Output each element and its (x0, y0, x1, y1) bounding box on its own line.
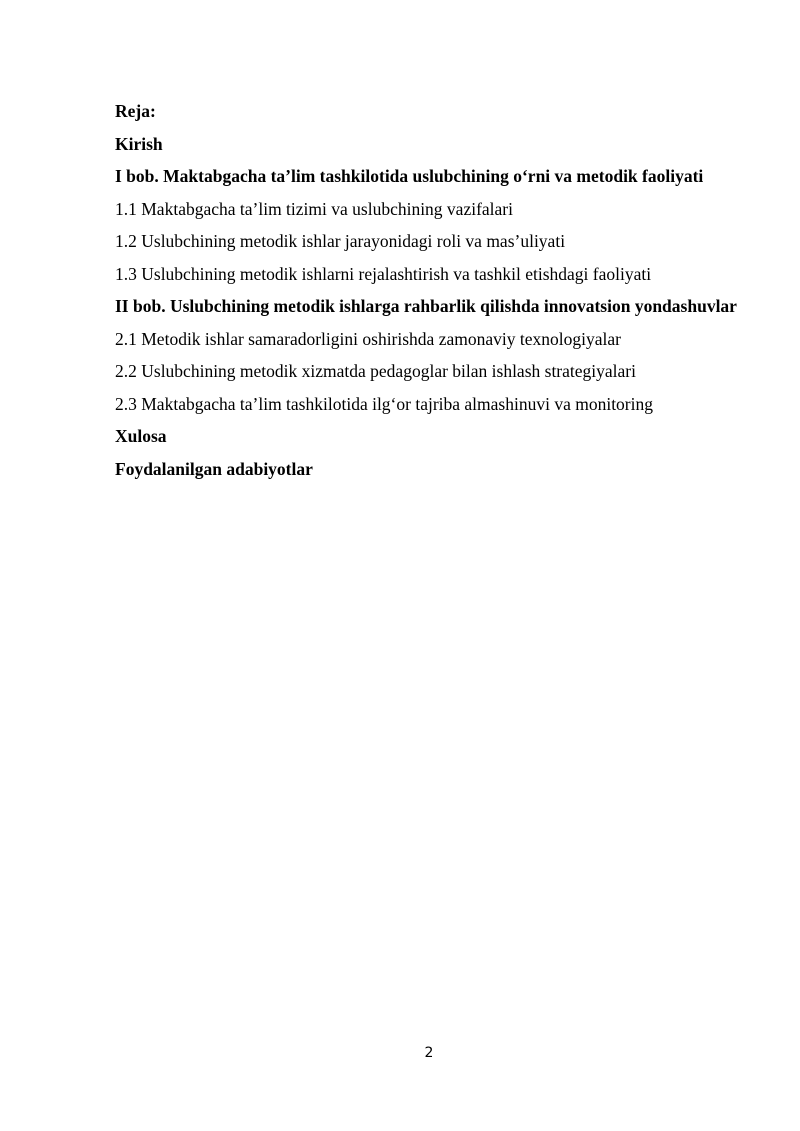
page-number: 2 (424, 1045, 434, 1061)
plan-heading: Reja: (115, 101, 156, 121)
toc-item-conclusion: Xulosa (115, 426, 167, 446)
toc-section-1-3: 1.3 Uslubchining metodik ishlarni rejalashtirish va tashkil etishdagi faoliyati (115, 263, 652, 284)
toc-section-2-2: 2.2 Uslubchining metodik xizmatda pedagoglar bilan ishlash strategiyalari (115, 361, 636, 381)
toc-item-references: Foydalanilgan adabiyotlar (115, 458, 313, 479)
document-body (115, 95, 742, 485)
toc-section-1-1: 1.1 Maktabgacha ta’lim tizimi va uslubchining vazifalari (115, 198, 513, 219)
toc-section-2-3: 2.3 Maktabgacha ta’lim tashkilotida ilg‘or tajriba almashinuvi va monitoring (115, 393, 653, 414)
toc-chapter-1: I bob. Maktabgacha ta’lim tashkilotida uslubchining o‘rni va metodik faoliyati (115, 166, 704, 186)
toc-section-2-1: 2.1 Metodik ishlar samaradorligini oshirishda zamonaviy texnologiyalar (115, 328, 621, 349)
toc-item-introduction: Kirish (115, 133, 163, 154)
toc-chapter-2: II bob. Uslubchining metodik ishlarga rahbarlik qilishda innovatsion yondashuvlar (115, 296, 737, 316)
toc-section-1-2: 1.2 Uslubchining metodik ishlar jarayonidagi roli va mas’uliyati (115, 231, 566, 251)
